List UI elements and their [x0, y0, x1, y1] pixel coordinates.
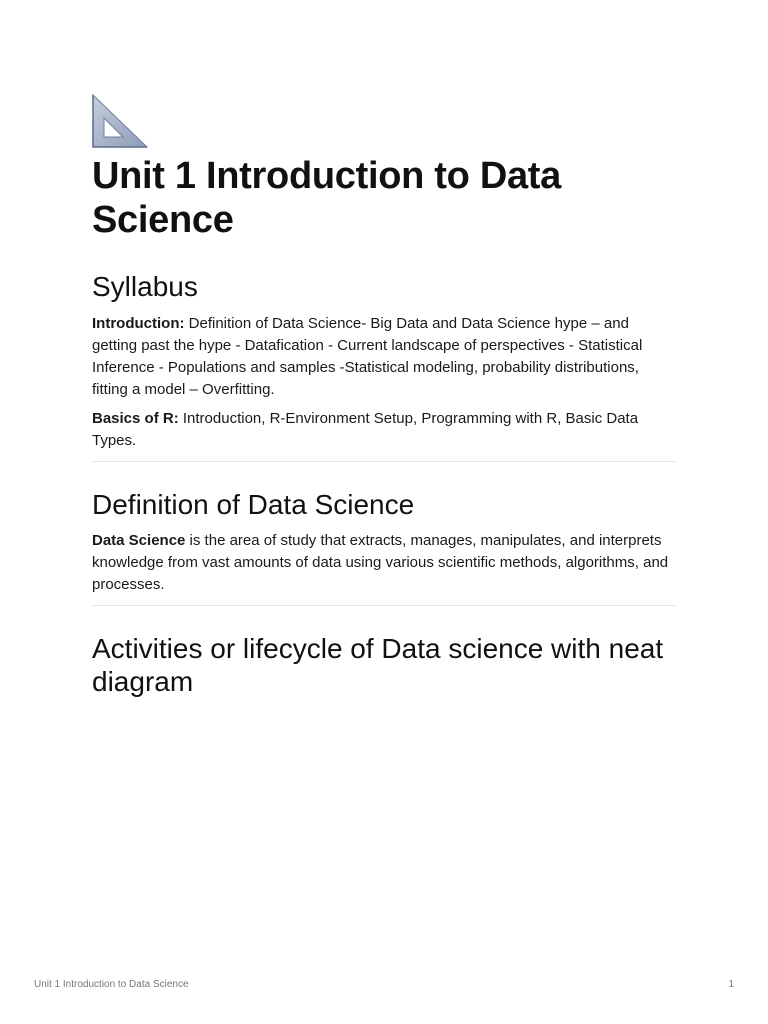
syllabus-introduction-paragraph	[92, 313, 676, 401]
section-divider	[92, 461, 676, 462]
page-title: Unit 1 Introduction to Data Science	[92, 155, 561, 241]
definition-term: Data Science	[92, 532, 186, 549]
definition-heading: Definition of Data Science	[92, 489, 415, 520]
basics-label: Basics of R:	[92, 410, 179, 427]
basics-text: Introduction, R-Environment Setup, Programming with R, Basic Data Types.	[92, 410, 639, 449]
definition-paragraph	[92, 530, 676, 596]
footer-title: Unit 1 Introduction to Data Science	[34, 979, 189, 990]
page-content	[92, 94, 676, 698]
introduction-label: Introduction:	[92, 315, 185, 332]
triangle-ruler-icon	[92, 94, 148, 148]
definition-text: is the area of study that extracts, manages, manipulates, and interprets knowledge from vast amounts of data using various scientific methods, algorithms, and processes.	[92, 532, 669, 593]
page-number: 1	[728, 979, 734, 990]
introduction-text: Definition of Data Science- Big Data and Data Science hype – and getting past the hype - Datafication - Current landscape of perspectives - Statistical Inference - Populations and samples -Statistical modeling, probability distributions, fitting a model – Overfitting.	[92, 315, 643, 398]
section-divider	[92, 605, 676, 606]
syllabus-heading: Syllabus	[92, 271, 198, 302]
lifecycle-heading: Activities or lifecycle of Data science with neat diagram	[92, 633, 664, 697]
syllabus-basics-paragraph	[92, 408, 676, 452]
